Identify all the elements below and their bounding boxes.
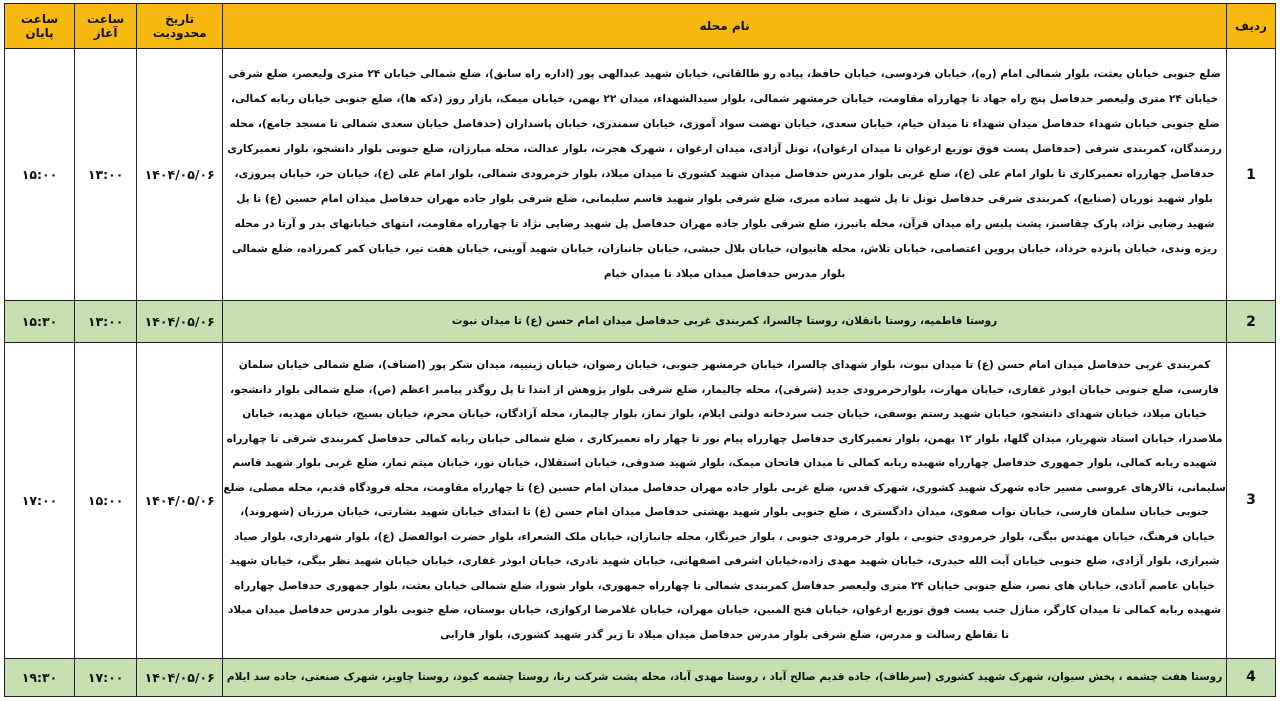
header-area-name: نام محله — [223, 4, 1227, 49]
start-time: ۱۳:۰۰ — [75, 49, 137, 301]
header-row — [5, 4, 1276, 49]
end-time: ۱۷:۰۰ — [5, 342, 75, 658]
outage-schedule-table — [4, 3, 1276, 697]
row-number: 4 — [1226, 658, 1275, 696]
end-time: ۱۹:۳۰ — [5, 658, 75, 696]
outage-date: ۱۴۰۴/۰۵/۰۶ — [137, 301, 223, 342]
table-header — [5, 4, 1276, 49]
table-row — [5, 658, 1276, 696]
header-start-time: ساعت آغاز — [75, 4, 137, 49]
outage-date: ۱۴۰۴/۰۵/۰۶ — [137, 342, 223, 658]
table-row — [5, 49, 1276, 301]
row-number: 3 — [1226, 342, 1275, 658]
start-time: ۱۷:۰۰ — [75, 658, 137, 696]
header-row-number: ردیف — [1226, 4, 1275, 49]
row-number: 2 — [1226, 301, 1275, 342]
area-list: روستا هفت چشمه ، پخش سیوان، شهرک شهید کشوری (سرطاف)، جاده قدیم صالح آباد ، روستا مهدی آباد، محله پشت شرکت رنا، روستا چشمه کبود، روستا چاویز، شهرک صنعتی، جاده سد ایلام — [223, 658, 1227, 696]
end-time: ۱۵:۳۰ — [5, 301, 75, 342]
header-date: تاریخ محدودیت — [137, 4, 223, 49]
table-row — [5, 301, 1276, 342]
outage-date: ۱۴۰۴/۰۵/۰۶ — [137, 658, 223, 696]
area-list: روستا فاطمیه، روستا بانقلان، روستا چالسرا، کمربندی غربی حدفاصل میدان امام حسن (ع) تا میدان نبوت — [223, 301, 1227, 342]
header-end-time: ساعت پایان — [5, 4, 75, 49]
start-time: ۱۳:۰۰ — [75, 301, 137, 342]
table-body — [5, 49, 1276, 697]
area-list: ضلع جنوبی خیابان بعثت، بلوار شمالی امام (ره)، خیابان فردوسی، خیابان حافظ، پیاده رو طالقانی، خیابان شهید عبدالهی پور (اداره راه سابق)، ضلع شمالی خیابان ۲۴ متری ولیعصر، ضلع شرقی خیابان ۲۴ متری ولیعصر حدفاصل پنج راه جهاد تا چهارراه مقاومت، خیابان خرمشهر شمالی، بلوار سیدالشهداء، میدان ۲۲ بهمن، خیابان میمک، بازار روز (دکه ها)، ضلع جنوبی خیابان ربابه کمالی، ضلع جنوبی خیابان شهداء حدفاصل میدان شهداء تا میدان خیام، خیابان سعدی، خیابان نهضت سواد آموزی، خیابان سمندری، خیابان پاسداران (حدفاصل خیابان سعدی شمالی تا مسجد جامع)، محله رزمندگان، کمربندی شرقی (حدفاصل پست فوق توزیع ارغوان تا میدان ارغوان)، تونل آزادی، میدان ارغوان ، شهرک هجرت، بلوار عدالت، محله مبارزان، ضلع جنوبی بلوار دانشجو، بلوار تعمیرکاری حدفاصل چهارراه تعمیرکاری تا بلوار امام علی (ع)، ضلع غربی بلوار مدرس حدفاصل میدان شهید کشوری تا میدان میلاد، بلوار خرمرودی شمالی، بلوار امام علی (ع)، خیابان حر، خیابان پیروزی، بلوار شهید نوریان (صنایع)، کمربندی شرقی حدفاصل تونل تا پل شهید ساده میری، ضلع شرقی بلوار شهید قاسم سلیمانی، ضلع شرقی بلوار جاده مهران حدفاصل میدان امام حسین (ع) تا پل شهید رضایی نژاد، پارک چقاسبز، پشت پلیس راه میدان قرآن، محله بانبرز، ضلع شرقی بلوار جاده مهران حدفاصل پل شهید رضایی نژاد تا چهارراه مقاومت، انتهای خیابانهای بدر و آرتا در محله ریزه وندی، خیابان پانزده خرداد، خیابان پروین اعتصامی، خیابان تلاش، محله هانیوان، خیابان بلال حبشی، خیابان جانبازان، خیابان شهید آوینی، خیابان هفت تیر، خیابان کمر کمرزاده، ضلع شمالی بلوار مدرس حدفاصل میدان میلاد تا میدان خیام — [223, 49, 1227, 301]
area-list: کمربندی غربی حدفاصل میدان امام حسن (ع) تا میدان نبوت، بلوار شهدای چالسرا، خیابان خرمشهر جنوبی، خیابان رضوان، خیابان زینبیه، میدان شکر پور (اصناف)، ضلع شمالی خیابان سلمان فارسی، ضلع جنوبی خیابان ابوذر غفاری، خیابان مهارت، بلوارخرمرودی جدید (شرقی)، محله چالیمار، ضلع شرقی بلوار پژوهش از ابتدا تا پل روگذر پیامبر اعظم (ص)، ضلع شمالی بلوار دانشجو، خیابان میلاد، خیابان شهدای دانشجو، خیابان شهید رستم یوسفی، خیابان جنب سردخانه دولتی ایلام، بلوار نماز، بلوار چالیمار، محله آزادگان، خیابان محرم، خیابان بسیج، خیابان مهدیه، خیابان ملاصدرا، خیابان استاد شهریار، میدان گلها، بلوار ۱۲ بهمن، بلوار تعمیرکاری حدفاصل چهارراه پیام نور تا چهار راه تعمیرکاری ، ضلع شمالی خیابان ربابه کمالی حدفاصل کمربندی شرقی تا چهارراه شهیده ربابه کمالی، بلوار جمهوری حدفاصل چهارراه شهیده ربابه کمالی تا میدان فاتحان میمک، بلوار شهید صدوقی، خیابان استقلال، خیابان نور، خیابان میثم تمار، ضلع غربی بلوار شهید قاسم سلیمانی، تالارهای عروسی مسیر جاده شهرک شهید کشوری، شهرک قدس، ضلع غربی بلوار جاده مهران حدفاصل میدان امام حسین (ع) تا چهارراه مقاومت، محله فرودگاه قدیم، محله مصلی، ضلع جنوبی خیابان سلمان فارسی، خیابان نواب صفوی، میدان دادگستری ، ضلع جنوبی بلوار شهید بهشتی حدفاصل میدان امام حسن (ع) تا ابتدای خیابان شهید بشارتی، خیابان مرزبان (شهروند)، خیابان فرهنگ، خیابان مهندس بیگی، بلوار خرمرودی جنوبی ، بلوار خرمرودی جنوبی ، بلوار خیرنگار، محله جانبازان، خیابان ملک الشعراء، بلوار حضرت ابوالفضل (ع)، بلوار شهرداری، بلوار صیاد شیرازی، بلوار آزادی، ضلع جنوبی خیابان آیت الله حیدری، خیابان شهید مهدی زاده،خیابان اشرفی اصفهانی، خیابان شهید نادری، خیابان ابوذر غفاری، خیابان خیابان شهید نظر بیگی، خیابان شهید خیابان عاصم آبادی، خیابان های نصر، ضلع جنوبی خیابان ۲۴ متری ولیعصر حدفاصل کمربندی شمالی تا چهارراه جمهوری، بلوار شورا، ضلع شمالی خیابان بعثت، بلوار جمهوری حدفاصل چهارراه شهیده ربابه کمالی تا میدان کارگر، منازل جنب پست فوق توزیع ارغوان، خیابان فتح المبین، خیابان مهران، خیابان غلامرضا ارکوازی، خیابان بوستان، ضلع جنوبی بلوار مدرس حدفاصل میدان میلاد تا تقاطع رسالت و مدرس، ضلع شرقی بلوار مدرس حدفاصل میدان میلاد تا زیر گذر شهید کشوری، بلوار فارابی — [223, 342, 1227, 658]
outage-date: ۱۴۰۴/۰۵/۰۶ — [137, 49, 223, 301]
row-number: 1 — [1226, 49, 1275, 301]
start-time: ۱۵:۰۰ — [75, 342, 137, 658]
table-row — [5, 342, 1276, 658]
end-time: ۱۵:۰۰ — [5, 49, 75, 301]
